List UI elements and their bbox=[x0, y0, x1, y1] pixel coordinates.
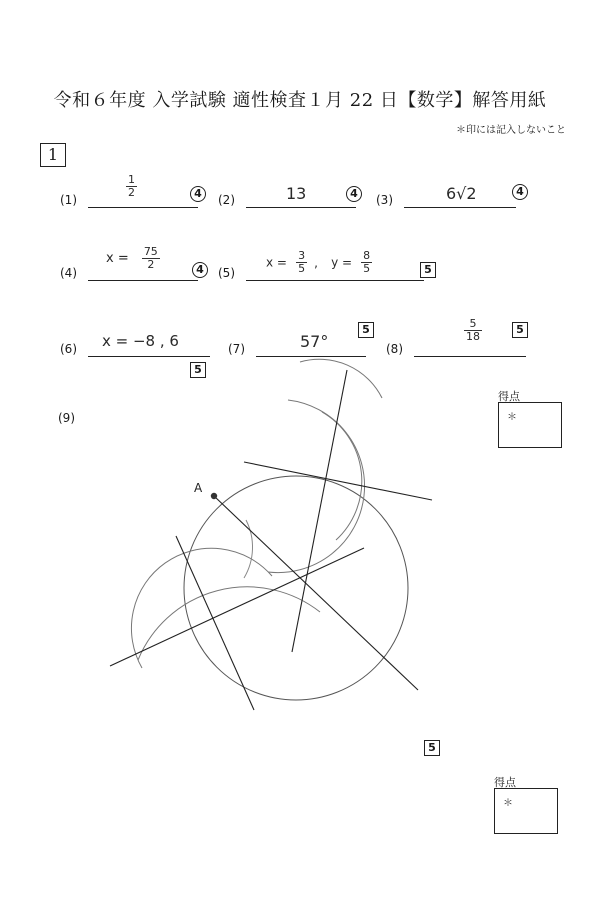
score-box-2-label: 得点 bbox=[494, 776, 516, 789]
answer-4-lhs: x = bbox=[106, 251, 129, 266]
angle-line-through-A bbox=[214, 496, 418, 690]
answer-5-y-denominator: 5 bbox=[363, 262, 371, 275]
problem-6-label: (6) bbox=[60, 342, 77, 356]
score-mark-3: 4 bbox=[512, 184, 528, 200]
answer-5-separator: , bbox=[314, 255, 318, 270]
problem-2-label: (2) bbox=[218, 193, 235, 207]
answer-8-denominator: 18 bbox=[466, 330, 480, 343]
answer-8-numerator: 5 bbox=[464, 318, 482, 331]
construction-arc-top bbox=[300, 359, 382, 398]
question-number-box: 1 bbox=[40, 143, 66, 167]
bisector-line-4 bbox=[176, 536, 254, 710]
score-box-1-label: 得点 bbox=[498, 390, 520, 403]
answer-5-y-numerator: 8 bbox=[363, 249, 371, 262]
answer-5-x-lhs: x = bbox=[266, 255, 287, 270]
score-box-2[interactable] bbox=[494, 788, 558, 834]
problem-7-label: (7) bbox=[228, 342, 245, 356]
answer-5-y-lhs: y = bbox=[331, 255, 353, 270]
construction-arc-upper-left bbox=[268, 400, 365, 573]
answer-4-numerator: 75 bbox=[143, 245, 158, 258]
answer-1-numerator: 1 bbox=[128, 173, 135, 186]
bisector-line-2 bbox=[244, 462, 432, 500]
score-box-2-marker: ＊ bbox=[503, 798, 513, 809]
problem-1-label: (1) bbox=[60, 193, 77, 207]
problem-9-label: (9) bbox=[58, 411, 75, 425]
bisector-line-3 bbox=[110, 548, 364, 666]
score-mark-1: 4 bbox=[190, 186, 206, 202]
answer-5-x-numerator: 3 bbox=[298, 249, 306, 262]
instruction-note: ＊印には記入しないこと bbox=[456, 125, 566, 136]
problem-3-label: (3) bbox=[376, 193, 393, 207]
score-mark-7: 5 bbox=[358, 322, 374, 338]
page-title: 令和６年度 入学試験 適性検査１月 22 日【数学】解答用紙 bbox=[53, 90, 547, 111]
score-box-1[interactable] bbox=[498, 402, 562, 448]
construction-arc-lower-left bbox=[131, 548, 272, 668]
answer-5-x-denominator: 5 bbox=[298, 262, 306, 275]
score-box-1-marker: ＊ bbox=[507, 412, 517, 423]
score-mark-9: 5 bbox=[424, 740, 440, 756]
score-mark-8: 5 bbox=[512, 322, 528, 338]
answer-4-denominator: 2 bbox=[147, 258, 155, 271]
problem-8-label: (8) bbox=[386, 342, 403, 356]
point-A bbox=[211, 493, 217, 499]
answer-1-denominator: 2 bbox=[128, 186, 135, 199]
bisector-line-1 bbox=[292, 370, 347, 652]
score-mark-4: 4 bbox=[192, 262, 208, 278]
point-A-label: A bbox=[194, 481, 203, 495]
construction-arc-upper-right bbox=[322, 412, 362, 540]
answer-6: x = −8 , 6 bbox=[102, 332, 179, 350]
score-mark-5: 5 bbox=[420, 262, 436, 278]
score-mark-6: 5 bbox=[190, 362, 206, 378]
problem-4-label: (4) bbox=[60, 266, 77, 280]
answer-2: 13 bbox=[286, 184, 307, 203]
score-mark-2: 4 bbox=[346, 186, 362, 202]
problem-5-label: (5) bbox=[218, 266, 235, 280]
circumscribed-circle bbox=[184, 476, 408, 700]
answer-3: 6√2 bbox=[446, 184, 477, 203]
answer-7: 57° bbox=[300, 332, 329, 351]
